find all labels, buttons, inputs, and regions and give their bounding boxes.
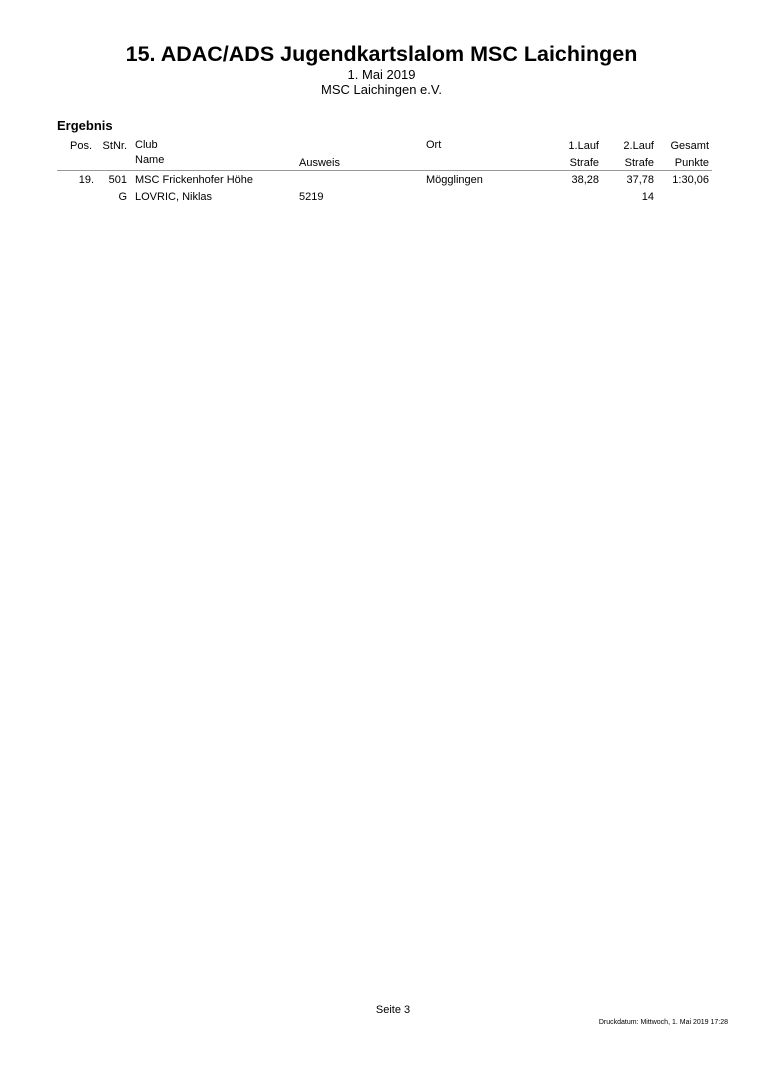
result-class: G [118, 191, 127, 203]
organizer: MSC Laichingen e.V. [321, 82, 442, 97]
page-title: 15. ADAC/ADS Jugendkartslalom MSC Laichingen [125, 42, 638, 66]
result-pos: 19. [78, 174, 94, 186]
col-header-strafe1: Strafe [569, 157, 599, 169]
col-header-stnr: StNr. [102, 140, 127, 152]
col-header-ort: Ort [426, 139, 442, 151]
col-header-name: Name [135, 154, 165, 166]
col-header-lauf1: 1.Lauf [568, 140, 599, 152]
col-header-ausweis: Ausweis [299, 157, 340, 169]
result-lauf2: 37,78 [626, 174, 654, 186]
event-date: 1. Mai 2019 [347, 67, 416, 82]
result-gesamt: 1:30,06 [672, 174, 709, 186]
col-header-lauf2: 2.Lauf [623, 140, 654, 152]
col-header-punkte: Punkte [674, 157, 709, 169]
print-date: Druckdatum: Mittwoch, 1. Mai 2019 17:28 [598, 1019, 728, 1026]
result-club: MSC Frickenhofer Höhe [135, 174, 253, 186]
page-number: Seite 3 [375, 1004, 411, 1016]
result-name: LOVRIC, Niklas [135, 191, 213, 203]
result-ort: Mögglingen [426, 174, 483, 186]
col-header-gesamt: Gesamt [670, 140, 709, 152]
header-divider [57, 170, 712, 171]
col-header-pos: Pos. [69, 140, 92, 152]
result-lauf1: 38,28 [571, 174, 599, 186]
col-header-club: Club [135, 139, 158, 151]
result-stnr: 501 [108, 174, 127, 186]
col-header-strafe2: Strafe [624, 157, 654, 169]
result-ausweis: 5219 [299, 191, 324, 203]
section-title: Ergebnis [57, 118, 113, 133]
result-strafe2: 14 [641, 191, 654, 203]
